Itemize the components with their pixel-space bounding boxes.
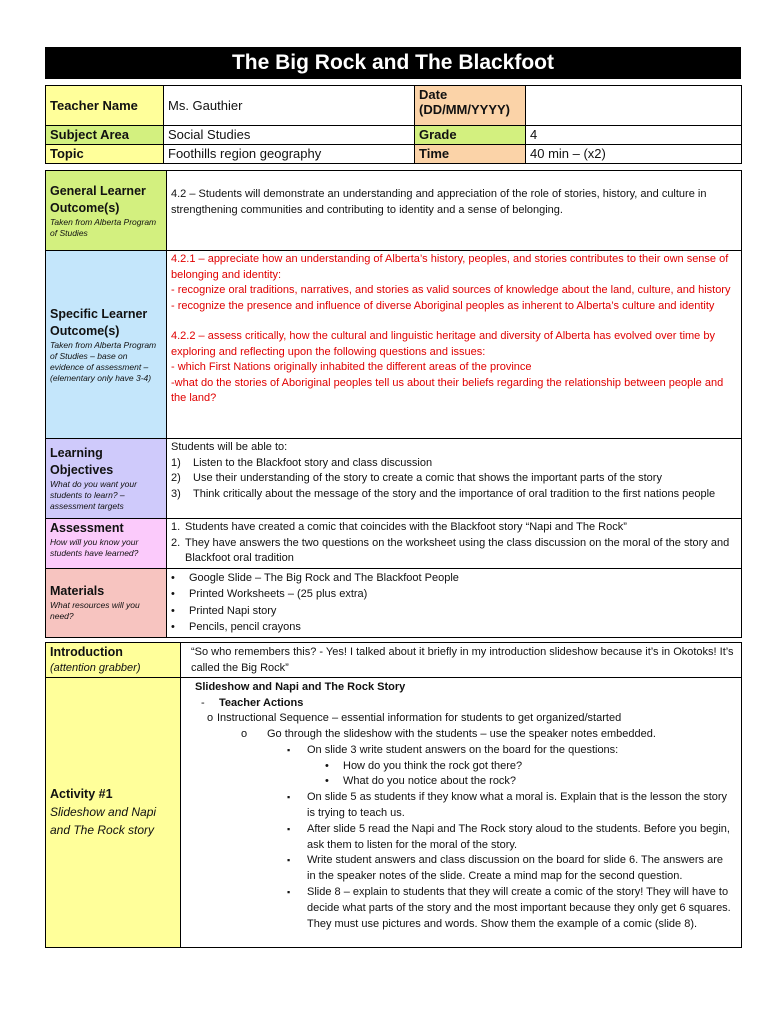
activity-sub: Slideshow and Napi and The Rock story	[50, 805, 157, 837]
activity-heading: Slideshow and Napi and The Rock Story	[195, 681, 406, 693]
list-item	[171, 471, 737, 487]
list-item	[171, 520, 737, 536]
bullet: ▪	[287, 887, 291, 898]
go-through-row	[195, 727, 733, 743]
item-number: 2)	[171, 472, 181, 484]
materials-text	[167, 568, 742, 637]
list-item	[171, 536, 737, 567]
introduction-text: “So who remembers this? - Yes! I talked about it briefly in my introduction slideshow because it’s in Okotoks! It’s called the Big Rock”	[181, 643, 742, 678]
objectives-label-cell	[46, 439, 167, 519]
item-text: Pencils, pencil crayons	[189, 621, 301, 633]
date-label: Date (DD/MM/YYYY)	[415, 86, 526, 126]
slide8-row	[195, 885, 733, 932]
subject-area-value: Social Studies	[164, 126, 415, 145]
write-row	[195, 853, 733, 885]
q1-row	[195, 759, 733, 775]
lesson-table	[45, 642, 742, 948]
list-item	[171, 487, 737, 503]
time-value: 40 min – (x2)	[526, 145, 742, 164]
assessment-label: Assessment	[50, 521, 124, 535]
item-number: 1)	[171, 456, 181, 469]
grade-value: 4	[526, 126, 742, 145]
after5-text: After slide 5 read the Napi and The Rock story aloud to the students. Before you begin, ask them to listen for the moral of the story.	[307, 822, 730, 851]
slide5-row	[195, 790, 733, 822]
specific-outcome-label: Specific Learner Outcome(s)	[50, 306, 148, 338]
write-text: Write student answers and class discussion on the board for slide 6. The answers are in the speaker notes of the slide. Create a mind map for the second question.	[307, 854, 723, 883]
specific-line: - which First Nations originally inhabited the different areas of the province	[171, 361, 532, 373]
teacher-actions-row	[195, 696, 733, 712]
after5-row	[195, 822, 733, 854]
bullet: ▪	[287, 855, 291, 866]
specific-line: - recognize oral traditions, narratives, and stories as valid sources of knowledge about the land, culture, and history	[171, 284, 731, 296]
header-table	[45, 85, 742, 164]
specific-line: -what do the stories of Aboriginal peoples tell us about their beliefs regarding the relationship between people and the land?	[171, 376, 724, 404]
bullet: ▪	[287, 823, 291, 834]
slide3-text: On slide 3 write student answers on the board for the questions:	[307, 743, 619, 756]
activity-content	[181, 678, 742, 948]
list-item	[171, 570, 737, 587]
document-title: The Big Rock and The Blackfoot	[45, 47, 741, 79]
list-item	[171, 456, 737, 472]
instructional-text: Instructional Sequence – essential information for students to get organized/started	[217, 712, 622, 725]
q2-text: What do you notice about the rock?	[343, 775, 517, 788]
general-outcome-label: General Learner Outcome(s)	[50, 183, 146, 215]
list-item	[171, 586, 737, 603]
objectives-sub: What do you want your students to learn? – assessment targets	[50, 479, 137, 511]
grade-label: Grade	[415, 126, 526, 145]
general-outcome-text: 4.2 – Students will demonstrate an understanding and appreciation of the role of stories, history, and culture in strengthening communities and contributing to identity and a sense of belonging.	[167, 171, 742, 251]
introduction-sub: (attention grabber)	[50, 662, 141, 674]
item-number: 1.	[171, 521, 181, 533]
item-text: Students have created a comic that coincides with the Blackfoot story “Napi and The Rock”	[185, 521, 627, 533]
bullet: •	[171, 621, 175, 633]
assessment-sub: How will you know your students have learned?	[50, 537, 139, 558]
general-outcome-sub: Taken from Alberta Program of Studies	[50, 216, 157, 238]
objectives-intro: Students will be able to:	[171, 441, 288, 453]
item-text: Printed Worksheets – (25 plus extra)	[189, 588, 368, 600]
bullet: •	[171, 588, 175, 600]
bullet: •	[325, 759, 329, 772]
bullet: •	[171, 604, 175, 617]
activity-label: Activity #1	[50, 787, 113, 801]
bullet: o	[241, 728, 248, 741]
specific-outcome-sub: Taken from Alberta Program of Studies – base on evidence of assessment – (elementary only have 3-4)	[50, 339, 157, 383]
objectives-label: Learning Objectives	[50, 446, 114, 477]
date-value	[526, 86, 742, 126]
specific-outcome-text	[167, 251, 742, 439]
bullet: -	[201, 696, 205, 709]
instructional-row	[195, 711, 733, 727]
bullet: o	[207, 712, 214, 725]
outcomes-table	[45, 170, 742, 638]
list-item	[171, 619, 737, 636]
introduction-label-cell	[46, 643, 181, 678]
q2-row	[195, 774, 733, 790]
materials-sub: What resources will you need?	[50, 600, 140, 621]
bullet: ▪	[287, 744, 291, 755]
item-number: 3)	[171, 487, 181, 500]
teacher-name-value: Ms. Gauthier	[164, 86, 415, 126]
topic-label: Topic	[46, 145, 164, 164]
slide5-text: On slide 5 as students if they know what a moral is. Explain that is the lesson the story is trying to teach us.	[307, 791, 728, 820]
bullet: ▪	[287, 792, 291, 803]
materials-label: Materials	[50, 584, 105, 598]
go-through-text: Go through the slideshow with the students – use the speaker notes embedded.	[267, 728, 656, 741]
item-text: Listen to the Blackfoot story and class discussion	[193, 456, 433, 469]
teacher-name-label: Teacher Name	[46, 86, 164, 126]
assessment-text	[167, 519, 742, 569]
objectives-text	[167, 439, 742, 519]
specific-line: - recognize the presence and influence of diverse Aboriginal peoples as inherent to Alberta’s culture and identity	[171, 299, 715, 312]
specific-outcome-label-cell	[46, 251, 167, 439]
topic-value: Foothills region geography	[164, 145, 415, 164]
assessment-label-cell	[46, 519, 167, 569]
item-text: Use their understanding of the story to create a comic that shows the important parts of the story	[193, 472, 662, 484]
time-label: Time	[415, 145, 526, 164]
materials-label-cell	[46, 568, 167, 637]
introduction-label: Introduction	[50, 645, 123, 659]
item-text: Printed Napi story	[189, 604, 277, 617]
assessment-list	[171, 520, 737, 567]
specific-line: 4.2.1 – appreciate how an understanding of Alberta’s history, peoples, and stories contributes to their own sense of belonging and identity:	[171, 253, 729, 281]
slide3-row	[195, 743, 733, 759]
objectives-list	[171, 456, 737, 503]
specific-line: 4.2.2 – assess critically, how the cultural and linguistic heritage and diversity of Alberta has evolved over time by exploring and reflecting upon the following questions and issues:	[171, 330, 715, 358]
list-item	[171, 603, 737, 620]
item-number: 2.	[171, 536, 181, 549]
activity-label-cell	[46, 678, 181, 948]
q1-text: How do you think the rock got there?	[343, 759, 523, 772]
slide8-text: Slide 8 – explain to students that they will create a comic of the story! They will have to decide what parts of the story and the most important because they only get 6 squares. They must use pictures and words. Show them the example of a comic (slide 8).	[307, 886, 731, 930]
bullet: •	[171, 571, 175, 584]
materials-list	[171, 570, 737, 636]
item-text: Google Slide – The Big Rock and The Blackfoot People	[189, 571, 459, 584]
item-text: They have answers the two questions on the worksheet using the class discussion on the moral of the story and Blackfoot oral tradition	[185, 536, 730, 564]
bullet: •	[325, 775, 329, 788]
general-outcome-label-cell	[46, 171, 167, 251]
subject-area-label: Subject Area	[46, 126, 164, 145]
teacher-actions-label: Teacher Actions	[219, 696, 304, 709]
item-text: Think critically about the message of the story and the importance of oral tradition to the first nations people	[193, 487, 716, 500]
